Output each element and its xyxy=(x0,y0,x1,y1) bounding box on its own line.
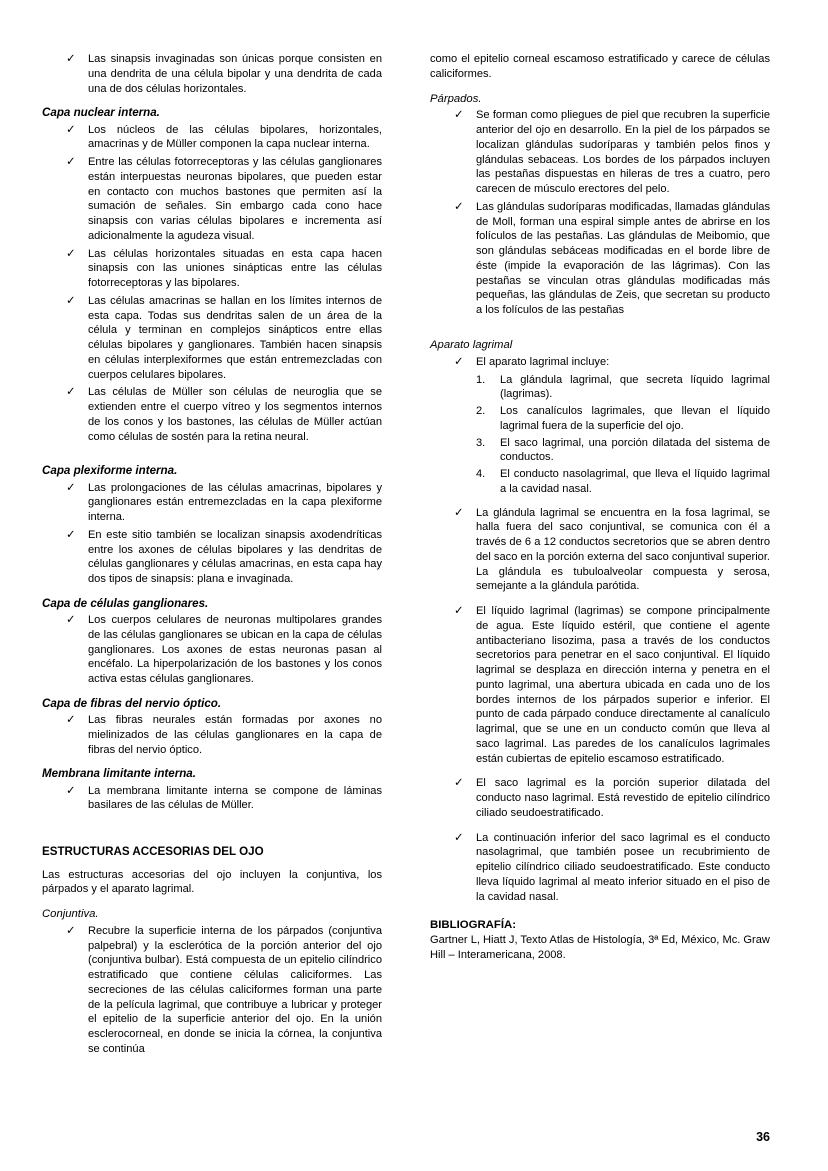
check-icon: ✓ xyxy=(454,506,464,519)
list-item xyxy=(430,355,770,370)
check-icon: ✓ xyxy=(454,355,464,368)
check-icon: ✓ xyxy=(66,247,76,260)
list-item xyxy=(476,467,770,497)
list-item xyxy=(42,528,382,587)
list-item xyxy=(42,294,382,383)
section-list-capa-celulas-ganglionares xyxy=(42,613,382,687)
left-column xyxy=(42,52,382,1060)
conjuntiva-list xyxy=(42,924,382,1057)
section-heading-capa-fibras-nervio-optico: Capa de fibras del nervio óptico. xyxy=(42,696,222,710)
check-icon: ✓ xyxy=(66,294,76,307)
section-title-estructuras-accesorias: ESTRUCTURAS ACCESORIAS DEL OJO xyxy=(42,845,264,859)
two-column-layout xyxy=(42,52,770,1060)
list-item xyxy=(476,373,770,403)
check-icon: ✓ xyxy=(66,53,76,65)
check-icon: ✓ xyxy=(66,123,76,136)
check-icon: ✓ xyxy=(66,481,76,494)
check-icon: ✓ xyxy=(66,614,76,627)
intro-check-list xyxy=(42,52,382,96)
list-item-number: 2. xyxy=(476,405,486,418)
list-item-text: El aparato lagrimal incluye: xyxy=(476,355,610,368)
list-item-text: La continuación inferior del saco lagrimal es el conducto nasolagrimal, que también posee un recubrimiento de epitelio cilíndrico ciliado seudoestratificado. Este conducto lleva líquido lagrimal al meato inferior situado en el piso de la cavidad nasal. xyxy=(476,831,770,903)
list-item xyxy=(42,784,382,814)
aparato-lagrimal-numbered-list xyxy=(476,373,770,497)
check-icon: ✓ xyxy=(66,924,76,937)
list-item xyxy=(42,924,382,1057)
list-item-text: La membrana limitante interna se compone de láminas basilares de las células de Müller. xyxy=(88,784,382,812)
list-item xyxy=(42,713,382,757)
list-item-number: 1. xyxy=(476,373,486,386)
list-item-text: Los núcleos de las células bipolares, horizontales, amacrinas y de Müller componen la capa nuclear interna. xyxy=(88,123,382,151)
parpados-list xyxy=(430,108,770,318)
section-list-membrana-limitante-interna xyxy=(42,784,382,814)
continuation-paragraph: como el epitelio corneal escamoso estratificado y carece de células caliciformes. xyxy=(430,53,770,80)
check-icon: ✓ xyxy=(454,605,464,618)
list-item-text: Los canalículos lagrimales, que llevan el líquido lagrimal fuera de la superficie del ojo. xyxy=(500,405,770,432)
list-item-text: Las sinapsis invaginadas son únicas porque consisten en una dendrita de una célula bipolar y una dendrita de cada una de dos células horizontales. xyxy=(88,53,382,95)
list-item xyxy=(430,506,770,595)
check-icon: ✓ xyxy=(454,109,464,122)
check-icon: ✓ xyxy=(66,528,76,541)
list-item-text: Los cuerpos celulares de neuronas multipolares grandes de las células ganglionares se ubican en la capa de células ganglionares. Los axones de estas neuronas pasan al encéfalo. La hiperpolarización de los bastones y los conos activa estas células ganglionares. xyxy=(88,614,382,686)
accessory-intro-paragraph: Las estructuras accesorias del ojo incluyen la conjuntiva, los párpados y el aparato lagrimal. xyxy=(42,868,382,896)
check-icon: ✓ xyxy=(454,200,464,213)
list-item xyxy=(42,385,382,444)
section-list-capa-nuclear-interna xyxy=(42,123,382,445)
list-item-text: Las células de Müller son células de neuroglia que se extienden entre el cuerpo vítreo y los segmentos internos de los conos y los bastones, las células de Müller actúan como células de sostén para la retina neural. xyxy=(88,386,382,443)
list-item-text: Entre las células fotorreceptoras y las células ganglionares están interpuestas neuronas bipolares, que pueden estar en contacto con muchos bastones que permiten así la sumación de señales. Sin embargo cada cono hace sinapsis con varias células bipolares e incrementa así adicionalmente la agudeza visual. xyxy=(88,156,382,242)
list-item-number: 4. xyxy=(476,468,486,481)
list-item-text: El conducto nasolagrimal, que lleva el líquido lagrimal a la cavidad nasal. xyxy=(500,468,770,495)
section-list-capa-fibras-nervio-optico xyxy=(42,713,382,757)
list-item-text: Las glándulas sudoríparas modificadas, llamadas glándulas de Moll, forman una espiral simple antes de abrirse en los folículos de las pestañas. Las glándulas de Meibomio, que son glándulas sebáceas modificadas en el borde libre de éste (impide la evaporación de las lágrimas). Con las pestañas se vinculan otras glándulas modificadas más pequeñas, las glándulas de Zeis, que secretan su producto a los folículos de las pestañas xyxy=(476,200,770,317)
subheading-parpados: Párpados. xyxy=(430,92,482,105)
aparato-lagrimal-detail-list-2 xyxy=(430,604,770,766)
aparato-lagrimal-detail-list xyxy=(430,506,770,595)
subheading-aparato-lagrimal: Aparato lagrimal xyxy=(430,338,513,351)
list-item xyxy=(42,155,382,244)
list-item xyxy=(430,831,770,905)
list-item-text: En este sitio también se localizan sinapsis axodendríticas entre los axones de células bipolares y las dendritas de células ganglionares y células amacrinas, en esta capa hay dos tipos de sinapsis: plana e invaginada. xyxy=(88,528,382,586)
list-item-number: 3. xyxy=(476,436,486,449)
right-column xyxy=(430,52,770,963)
check-icon: ✓ xyxy=(454,831,464,844)
list-item xyxy=(42,123,382,153)
list-item xyxy=(42,481,382,525)
list-item-text: Recubre la superficie interna de los párpados (conjuntiva palpebral) y la esclerótica de la porción anterior del ojo (conjuntiva bulbar). Está compuesta de un epitelio cilíndrico estratificado que contiene células caliciformes. Las secreciones de las células caliciformes forman una parte de la película lagrimal, que contribuye a lubricar y proteger el epitelio de la superficie anterior del ojo. En la unión esclerocorneal, en donde se inicia la córnea, la conjuntiva se continúa xyxy=(88,924,382,1055)
page-number: 36 xyxy=(756,1130,770,1144)
aparato-lagrimal-detail-list-3 xyxy=(430,776,770,820)
bibliography-title: BIBLIOGRAFÍA: xyxy=(430,919,517,932)
list-item xyxy=(42,247,382,291)
list-item xyxy=(42,52,382,96)
list-item xyxy=(430,200,770,318)
section-heading-capa-celulas-ganglionares: Capa de células ganglionares. xyxy=(42,596,209,610)
section-heading-capa-nuclear-interna: Capa nuclear interna. xyxy=(42,106,160,120)
list-item xyxy=(430,108,770,197)
list-item xyxy=(476,404,770,434)
list-item xyxy=(430,776,770,820)
check-icon: ✓ xyxy=(66,156,76,169)
section-list-capa-plexiforme-interna xyxy=(42,481,382,587)
list-item-text: El saco lagrimal, una porción dilatada del sistema de conductos. xyxy=(500,436,770,464)
check-icon: ✓ xyxy=(66,714,76,727)
list-item-text: La glándula lagrimal, que secreta líquido lagrimal (lagrimas). xyxy=(500,373,770,401)
list-item xyxy=(476,436,770,466)
subheading-conjuntiva: Conjuntiva. xyxy=(42,908,99,921)
check-icon: ✓ xyxy=(66,386,76,399)
check-icon: ✓ xyxy=(66,784,76,797)
list-item-text: La glándula lagrimal se encuentra en la fosa lagrimal, se halla fuera del saco conjuntival, se comunica con él a través de 6 a 12 conductos secretorios que se abren dentro del saco en la porción externa del saco conjuntival superior. La glándula es tubuloalveolar compuesta y serosa, semejante a la glándula parótida. xyxy=(476,506,770,593)
list-item-text: Se forman como pliegues de piel que recubren la superficie anterior del ojo en desarrollo. En la piel de los párpados se localizan glándulas sudoríparas y también pelos finos y glándulas sebaceas. Los bordes de los párpados incluyen las pestañas dispuestas en hileras de tres a cuatro, pero carecen de músculo erectores del pelo. xyxy=(476,109,770,196)
aparato-lagrimal-intro-list xyxy=(430,355,770,370)
list-item-text: El líquido lagrimal (lagrimas) se compone principalmente de agua. Este líquido estéril, que contiene el agente antibacteriano lisozima, pasa a través de los conductos secretorios para penetrar en el saco conjuntival. El líquido lagrimal se desplaza en dirección interna y penetra en el punto lagrimal, una abertura ubicada en cada uno de los bordes internos de los párpados superior e inferior. El punto de cada párpado conduce directamente al canalículo lagrimal, que se une en un conducto común que lleva al saco lagrimal. Las paredes de los canalículos lagrimales están cubiertas de epitelio escamoso estratificado. xyxy=(476,605,770,765)
list-item-text: Las fibras neurales están formadas por axones no mielinizados de las células ganglionares en la capa de fibras del nervio óptico. xyxy=(88,714,382,756)
list-item xyxy=(42,613,382,687)
list-item-text: Las prolongaciones de las células amacrinas, bipolares y ganglionares están entremezcladas en la capa plexiforme interna. xyxy=(88,481,382,524)
aparato-lagrimal-detail-list-4 xyxy=(430,831,770,905)
list-item-text: Las células amacrinas se hallan en los límites internos de esta capa. Todas sus dendritas salen de un área de la célula y terminan en complejos sinápticos entre ellas células bipolares y ganglionares. También hacen sinapsis en células interplexiformes que están entremezcladas con cuerpos celulares bipolares. xyxy=(88,294,382,381)
section-heading-capa-plexiforme-interna: Capa plexiforme interna. xyxy=(42,464,178,478)
list-item-text: Las células horizontales situadas en esta capa hacen sinapsis con las uniones sinápticas entre las células fotorreceptoras y las bipolares. xyxy=(88,247,382,290)
bibliography-text: Gartner L, Hiatt J, Texto Atlas de Histología, 3ª Ed, México, Mc. Graw Hill – Interamericana, 2008. xyxy=(430,934,770,962)
list-item-text: El saco lagrimal es la porción superior dilatada del conducto naso lagrimal. Está revestido de epitelio cilíndrico ciliado seudoestratificado. xyxy=(476,777,770,819)
check-icon: ✓ xyxy=(454,777,464,790)
list-item xyxy=(430,604,770,766)
section-heading-membrana-limitante-interna: Membrana limitante interna. xyxy=(42,767,196,781)
aparato-lagrimal-numbered-wrap xyxy=(430,373,770,497)
